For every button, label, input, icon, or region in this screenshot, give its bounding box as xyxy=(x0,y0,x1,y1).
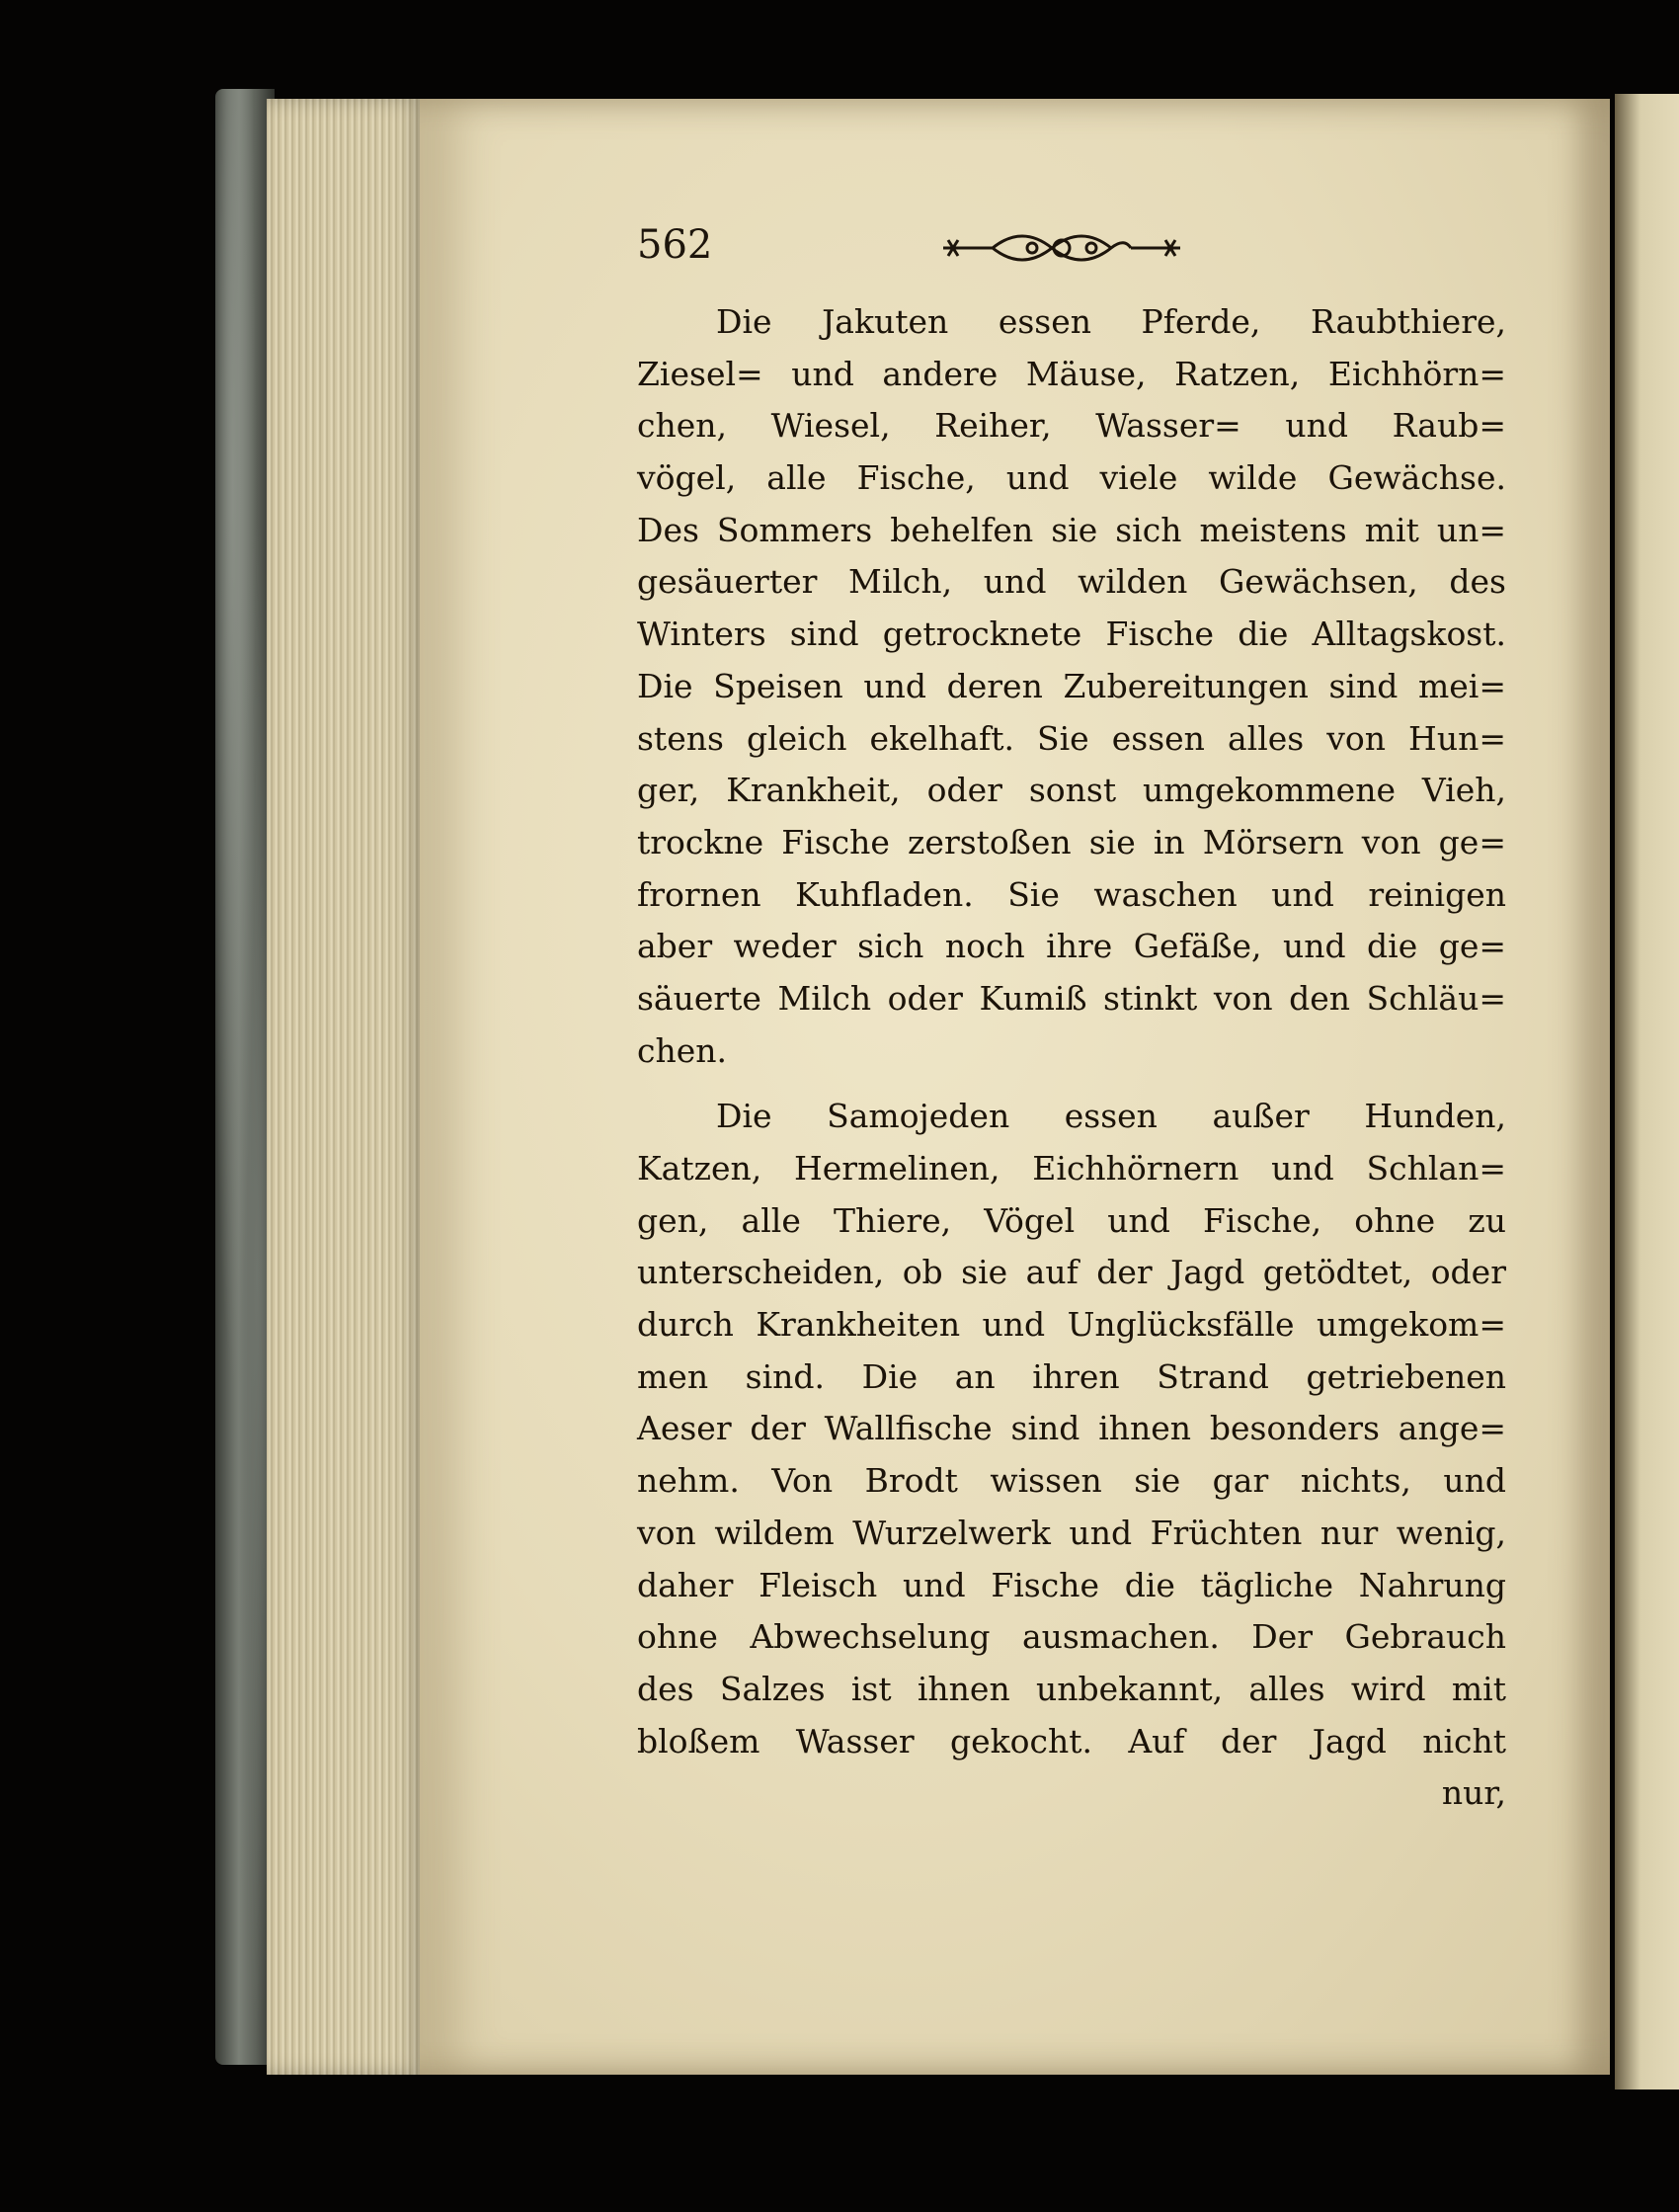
text-line: aber weder sich noch ihre Gefäße, und die ge= xyxy=(637,927,1506,966)
facing-page-edge xyxy=(1615,94,1679,2089)
text-line: gesäuerter Milch, und wilden Gewächsen, des xyxy=(637,562,1506,602)
page-header xyxy=(637,222,1210,272)
text-line: ohne Abwechselung ausmachen. Der Gebrauch xyxy=(637,1617,1506,1657)
text-line: chen, Wiesel, Reiher, Wasser= und Raub= xyxy=(637,406,1506,446)
text-line: chen. xyxy=(637,1030,728,1070)
page-number: 562 xyxy=(637,222,713,268)
text-line: von wildem Wurzelwerk und Früchten nur wenig, xyxy=(637,1513,1506,1552)
text-line: des Salzes ist ihnen unbekannt, alles wird mit xyxy=(637,1669,1506,1708)
text-line: frornen Kuhfladen. Sie waschen und reinigen xyxy=(637,874,1506,914)
text-line: durch Krankheiten und Unglücksfälle umgekom= xyxy=(637,1305,1506,1345)
text-line: Die Jakuten essen Pferde, Raubthiere, xyxy=(716,302,1506,341)
text-line: nehm. Von Brodt wissen sie gar nichts, und xyxy=(637,1461,1506,1501)
text-line: vögel, alle Fische, und viele wilde Gewächse. xyxy=(637,458,1506,498)
text-line: Ziesel= und andere Mäuse, Ratzen, Eichhörn= xyxy=(637,354,1506,393)
text-line: bloßem Wasser gekocht. Auf der Jagd nicht xyxy=(637,1721,1506,1761)
page-edges xyxy=(267,99,425,2075)
marbled-cover-edge xyxy=(215,89,275,2065)
text-line: trockne Fische zerstoßen sie in Mörsern von ge= xyxy=(637,822,1506,861)
text-line: unterscheiden, ob sie auf der Jagd getödtet, oder xyxy=(637,1253,1506,1292)
text-line: ger, Krankheit, oder sonst umgekommene Vieh, xyxy=(637,771,1506,810)
ornament-icon xyxy=(933,228,1190,268)
catchword: nur, xyxy=(1441,1773,1506,1813)
text-line: Winters sind getrocknete Fische die Alltagskost. xyxy=(637,614,1506,654)
text-line: Katzen, Hermelinen, Eichhörnern und Schlan= xyxy=(637,1149,1506,1188)
text-line: daher Fleisch und Fische die tägliche Nahrung xyxy=(637,1565,1506,1604)
text-line: Aeser der Wallfische sind ihnen besonders ange= xyxy=(637,1409,1506,1448)
text-line: Die Samojeden essen außer Hunden, xyxy=(716,1097,1506,1136)
text-line: stens gleich ekelhaft. Sie essen alles von Hun= xyxy=(637,718,1506,758)
text-line: Die Speisen und deren Zubereitungen sind mei= xyxy=(637,666,1506,705)
text-line: Des Sommers behelfen sie sich meistens mit un= xyxy=(637,510,1506,549)
text-line: säuerte Milch oder Kumiß stinkt von den Schläu= xyxy=(637,978,1506,1018)
body-text xyxy=(637,296,1506,1820)
text-line: men sind. Die an ihren Strand getriebenen xyxy=(637,1356,1506,1396)
text-line: gen, alle Thiere, Vögel und Fische, ohne zu xyxy=(637,1200,1506,1240)
